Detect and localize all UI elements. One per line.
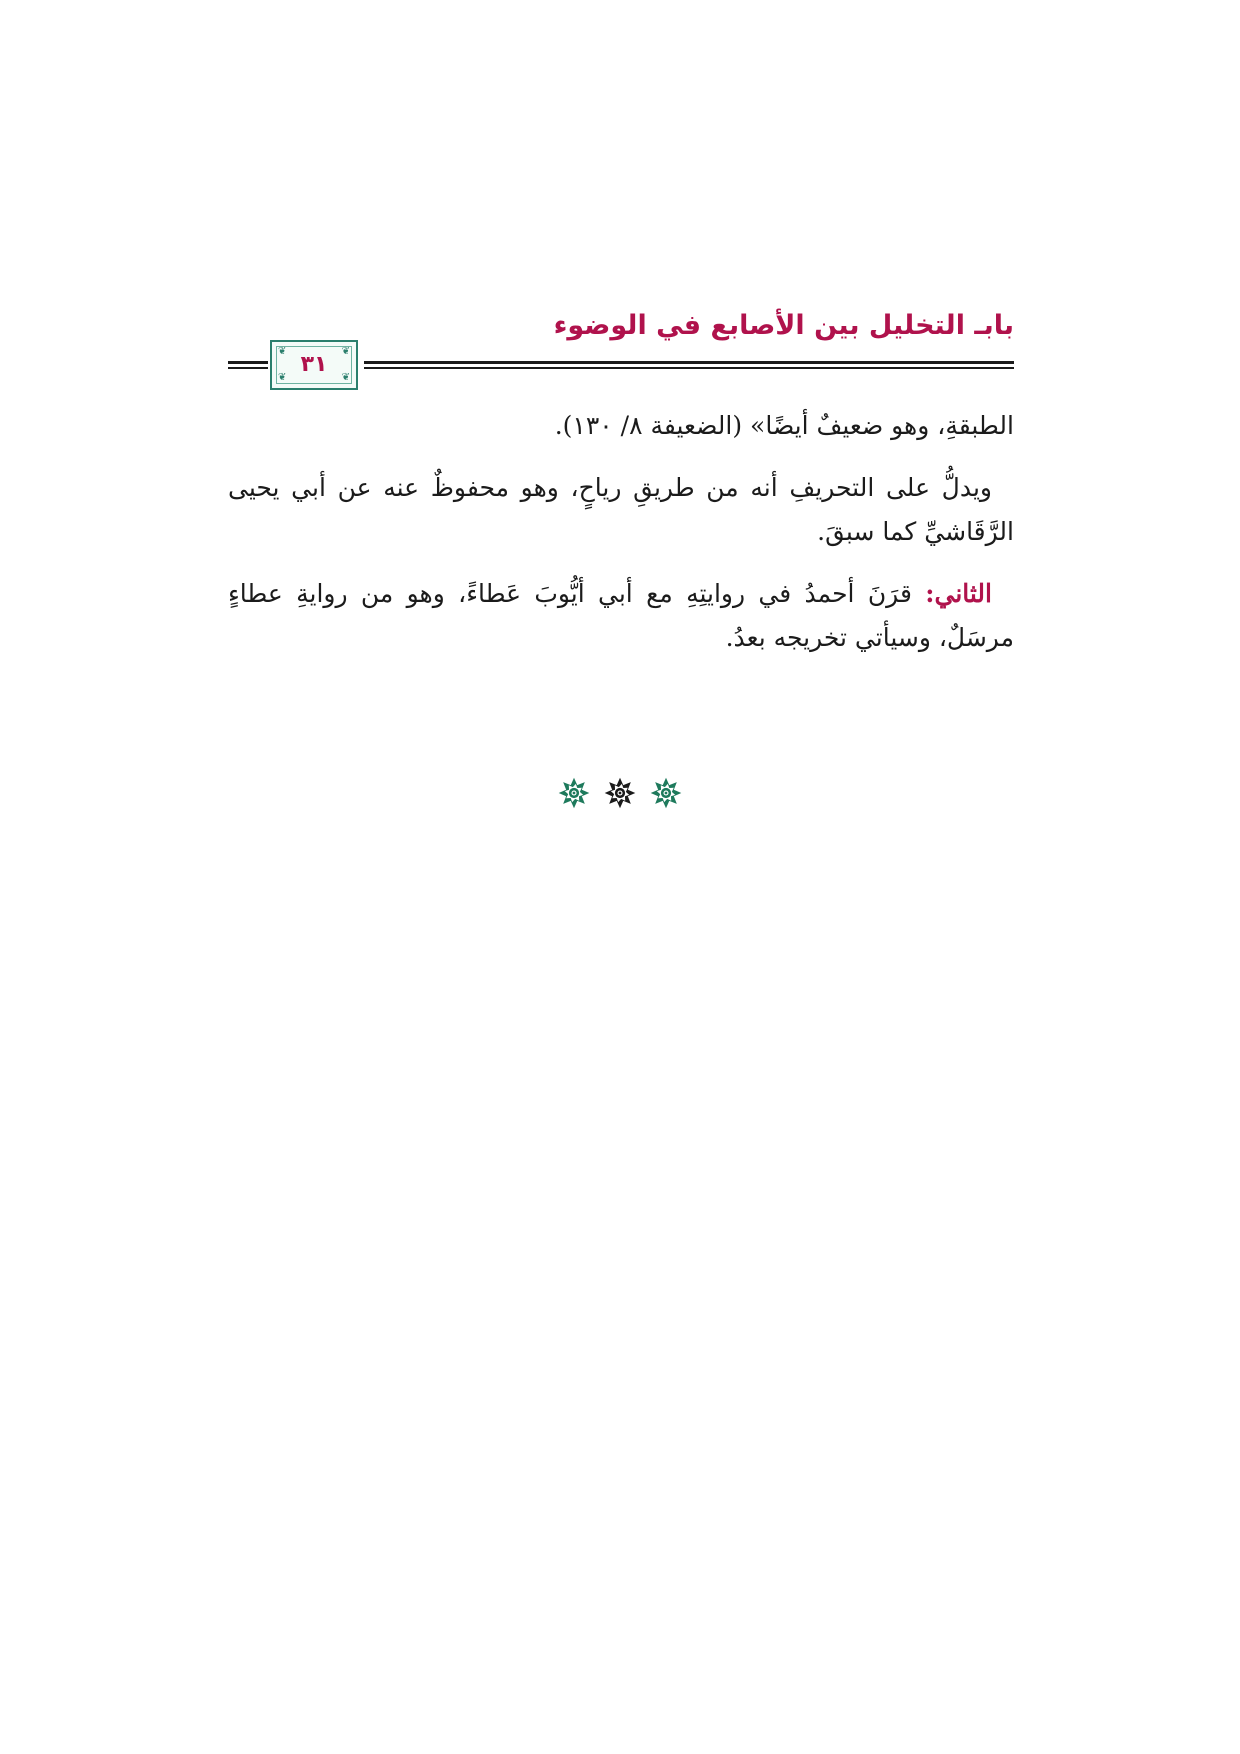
- page-number-frame: [270, 340, 358, 390]
- frame-corner-ornament-icon: ❦: [341, 346, 350, 357]
- page-header: [228, 308, 1014, 392]
- frame-corner-ornament-icon: ❦: [278, 346, 287, 357]
- page-number: ٣١: [300, 352, 328, 377]
- section-end-ornament: [0, 776, 1240, 812]
- star-flower-icon: [603, 776, 637, 812]
- frame-corner-ornament-icon: ❦: [341, 372, 350, 383]
- frame-corner-ornament-icon: ❦: [278, 372, 287, 383]
- paragraph-1: الطبقةِ، وهو ضعيفٌ أيضًا» (الضعيفة ٨/ ١٣٠).: [554, 411, 1014, 440]
- star-flower-icon: [557, 776, 591, 812]
- header-rule-left-top: [228, 361, 268, 364]
- paragraph-3: [228, 572, 1014, 660]
- header-rule-left-bottom: [228, 367, 268, 369]
- paragraph-3-text: قرَنَ أحمدُ في روايتِهِ مع أبي أيُّوبَ عَطاءً، وهو من روايةِ عطاءٍ مرسَلٌ، وسيأتي تخريجه بعدُ.: [228, 579, 1014, 652]
- chapter-title: بابـ التخليل بين الأصابع في الوضوء: [553, 310, 1014, 341]
- main-text: [228, 404, 1014, 678]
- star-flower-icon: [649, 776, 683, 812]
- paragraph-3-label: الثاني:: [925, 579, 992, 608]
- paragraph-2: ويدلُّ على التحريفِ أنه من طريقِ رياحٍ، وهو محفوظٌ عنه عن أبي يحيى الرَّقَاشيِّ كما سبقَ.: [228, 473, 1014, 546]
- header-rule-bottom: [364, 367, 1014, 369]
- header-rule-top: [364, 361, 1014, 364]
